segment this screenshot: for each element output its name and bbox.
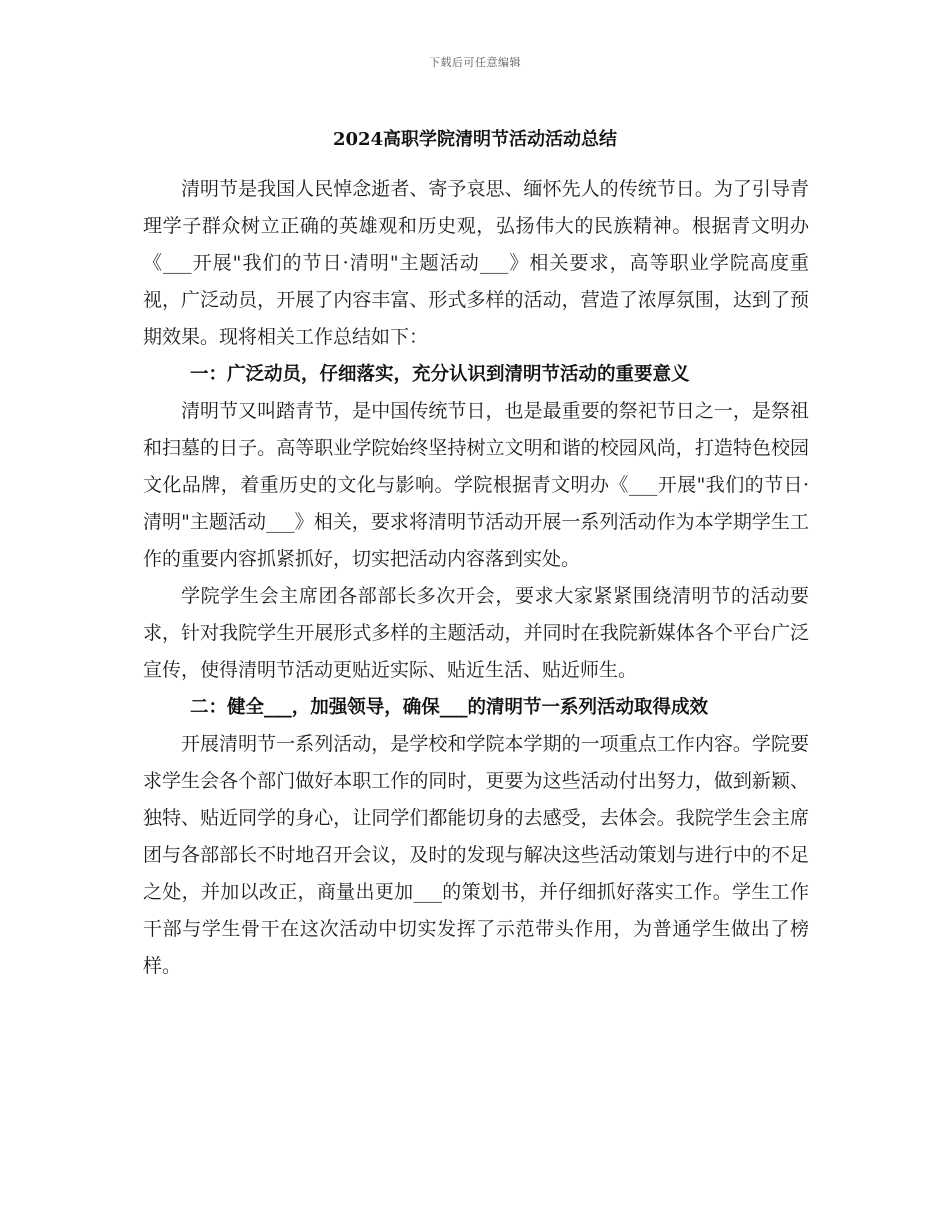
section-2-paragraph-1: 开展清明节一系列活动，是学校和学院本学期的一项重点工作内容。学院要求学生会各个部门做好本职工作的同时，更要为这些活动付出努力，做到新颖、独特、贴近同学的身心，让同学们都能切身的去感受，去体会。我院学生会主席团与各部部长不时地召开会议，及时的发现与解决这些活动策划与进行中的不足之处，并加以改正，商量出更加___的策划书，并仔细抓好落实工作。学生工作干部与学生骨干在这次活动中切实发挥了示范带头作用，为普通学生做出了榜样。 xyxy=(143,733,809,977)
page-header-note: 下载后可任意编辑 xyxy=(429,56,521,69)
document-title: 2024高职学院清明节活动活动总结 xyxy=(332,129,618,150)
intro-paragraph: 清明节是我国人民悼念逝者、寄予哀思、缅怀先人的传统节日。为了引导青理学子群众树立正确的英雄观和历史观，弘扬伟大的民族精神。根据青文明办《___开展"我们的节日·清明"主题活动___》相关要求，高等职业学院高度重视，广泛动员，开展了内容丰富、形式多样的活动，营造了浓厚氛围，达到了预期效果。现将相关工作总结如下： xyxy=(143,178,809,348)
section-2-heading: 二：健全___，加强领导，确保___的清明节一系列活动取得成效 xyxy=(190,697,709,718)
section-1-heading: 一：广泛动员，仔细落实，充分认识到清明节活动的重要意义 xyxy=(190,364,690,385)
document-body xyxy=(143,171,809,985)
section-1-paragraph-2: 学院学生会主席团各部部长多次开会，要求大家紧紧围绕清明节的活动要求，针对我院学生开展形式多样的主题活动，并同时在我院新媒体各个平台广泛宣传，使得清明节活动更贴近实际、贴近生活、贴近师生。 xyxy=(143,585,809,681)
section-1-paragraph-1: 清明节又叫踏青节，是中国传统节日，也是最重要的祭祀节日之一，是祭祖和扫墓的日子。高等职业学院始终坚持树立文明和谐的校园风尚，打造特色校园文化品牌，着重历史的文化与影响。学院根据青文明办《___开展"我们的节日·清明"主题活动___》相关，要求将清明节活动开展一系列活动作为本学期学生工作的重要内容抓紧抓好，切实把活动内容落到实处。 xyxy=(143,400,809,570)
